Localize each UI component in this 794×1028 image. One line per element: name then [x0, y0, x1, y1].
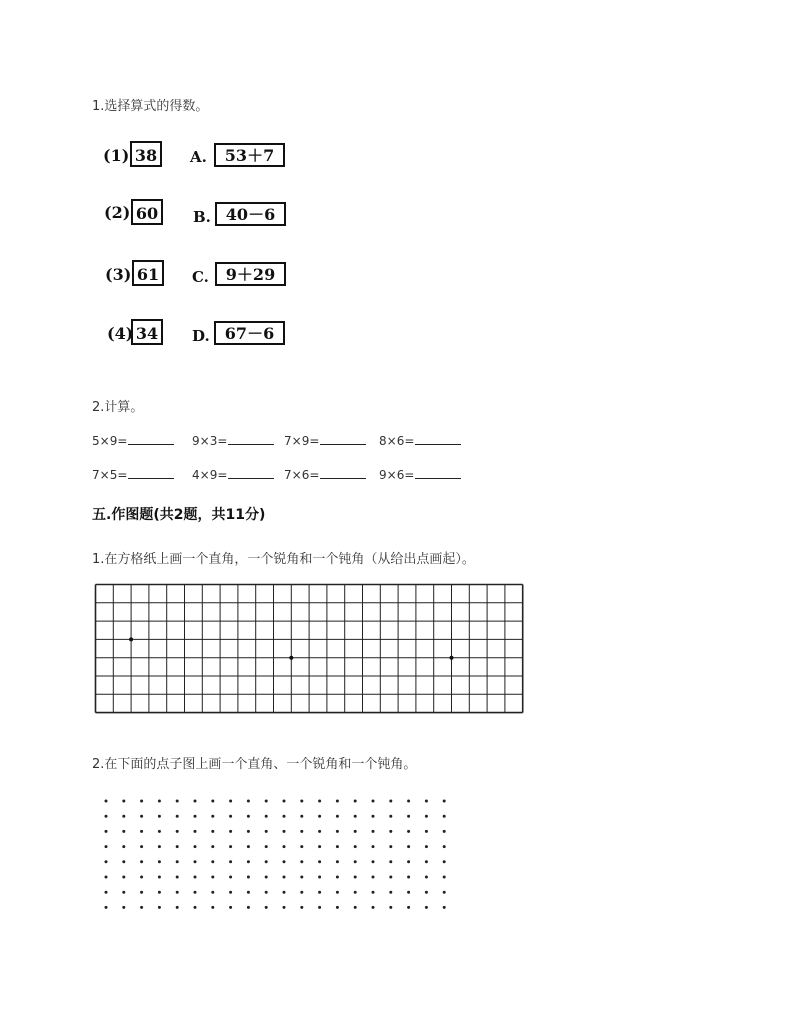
- dot: [300, 830, 303, 833]
- dot: [140, 800, 143, 803]
- option-letter: D.: [192, 327, 210, 345]
- dot: [105, 800, 108, 803]
- dot: [443, 860, 446, 863]
- dot: [211, 876, 214, 879]
- dot: [229, 830, 232, 833]
- dot: [443, 876, 446, 879]
- dot: [300, 891, 303, 894]
- dot: [229, 860, 232, 863]
- dot: [300, 860, 303, 863]
- dot: [407, 860, 410, 863]
- dot: [389, 860, 392, 863]
- calc-item: [192, 432, 274, 448]
- calc-item: [192, 466, 274, 482]
- dot: [318, 876, 321, 879]
- calc-item: [92, 432, 174, 448]
- option-letter: A.: [190, 148, 207, 166]
- dot: [211, 891, 214, 894]
- dot: [247, 800, 250, 803]
- dot: [176, 815, 179, 818]
- dot: [354, 876, 357, 879]
- dot: [389, 891, 392, 894]
- dot: [176, 906, 179, 909]
- dot: [443, 800, 446, 803]
- dot: [372, 891, 375, 894]
- dot: [318, 906, 321, 909]
- q1-title: 1.选择算式的得数。: [92, 99, 209, 114]
- dot: [194, 830, 197, 833]
- dot: [354, 845, 357, 848]
- dot: [300, 845, 303, 848]
- dot: [158, 891, 161, 894]
- dot: [265, 830, 268, 833]
- dot: [300, 815, 303, 818]
- dot: [372, 845, 375, 848]
- dot: [354, 906, 357, 909]
- dot: [105, 845, 108, 848]
- expression-box: 67－6: [214, 321, 285, 345]
- calc-expr: 7×5=: [92, 468, 128, 482]
- dot: [194, 906, 197, 909]
- dot: [265, 891, 268, 894]
- start-point: [129, 637, 133, 641]
- dot: [354, 815, 357, 818]
- dot: [354, 891, 357, 894]
- calc-expr: 8×6=: [379, 434, 415, 448]
- answer-box: 38: [130, 141, 162, 167]
- dot: [389, 845, 392, 848]
- dot: [425, 800, 428, 803]
- dot: [229, 891, 232, 894]
- calc-expr: 5×9=: [92, 434, 128, 448]
- dot: [158, 815, 161, 818]
- dot: [265, 845, 268, 848]
- dot: [211, 860, 214, 863]
- dot: [176, 876, 179, 879]
- dot: [247, 891, 250, 894]
- start-point: [450, 656, 454, 660]
- dot: [140, 876, 143, 879]
- dot: [443, 815, 446, 818]
- dot: [158, 800, 161, 803]
- calc-expr: 9×3=: [192, 434, 228, 448]
- dot: [336, 891, 339, 894]
- dot: [283, 906, 286, 909]
- dot: [176, 860, 179, 863]
- expression-box: 9＋29: [215, 262, 286, 286]
- calc-item: [379, 432, 461, 448]
- dot: [336, 906, 339, 909]
- dot: [105, 906, 108, 909]
- dot: [176, 800, 179, 803]
- dot: [336, 845, 339, 848]
- answer-blank[interactable]: [128, 466, 174, 479]
- dot: [443, 891, 446, 894]
- dot: [318, 830, 321, 833]
- answer-box: 34: [131, 319, 163, 345]
- section-heading: 五.作图题(共2题，共11分): [92, 507, 266, 523]
- dot: [105, 876, 108, 879]
- dot: [140, 860, 143, 863]
- dot: [318, 815, 321, 818]
- dot: [211, 845, 214, 848]
- dot: [300, 800, 303, 803]
- dot: [122, 815, 125, 818]
- dot: [336, 830, 339, 833]
- dot: [425, 891, 428, 894]
- dot: [176, 830, 179, 833]
- dot: [336, 815, 339, 818]
- dot: [105, 860, 108, 863]
- calc-expr: 4×9=: [192, 468, 228, 482]
- answer-blank[interactable]: [228, 432, 274, 445]
- dot: [176, 845, 179, 848]
- dot: [283, 830, 286, 833]
- dot: [140, 830, 143, 833]
- dot: [265, 800, 268, 803]
- dot: [247, 906, 250, 909]
- option-letter: C.: [192, 268, 209, 286]
- dot: [140, 815, 143, 818]
- dot: [194, 891, 197, 894]
- dot: [247, 815, 250, 818]
- dot: [122, 876, 125, 879]
- dot: [229, 815, 232, 818]
- dot: [407, 906, 410, 909]
- calc-item: [284, 432, 366, 448]
- dot: [389, 800, 392, 803]
- dot: [407, 891, 410, 894]
- dot: [354, 860, 357, 863]
- dot-grid[interactable]: [100, 795, 466, 915]
- option-letter: B.: [193, 208, 211, 226]
- dot: [425, 830, 428, 833]
- dot: [372, 876, 375, 879]
- dot: [283, 815, 286, 818]
- dot: [158, 860, 161, 863]
- dot: [372, 815, 375, 818]
- dot: [122, 891, 125, 894]
- dot: [407, 845, 410, 848]
- dot: [372, 800, 375, 803]
- dot: [247, 876, 250, 879]
- dot: [389, 906, 392, 909]
- dot: [283, 876, 286, 879]
- dot: [425, 876, 428, 879]
- start-point: [289, 656, 293, 660]
- dot: [211, 906, 214, 909]
- dot: [354, 830, 357, 833]
- dot: [176, 891, 179, 894]
- dot: [247, 860, 250, 863]
- drawing-q2-title: 2.在下面的点子图上画一个直角、一个锐角和一个钝角。: [92, 757, 417, 772]
- dot: [425, 815, 428, 818]
- dot: [407, 800, 410, 803]
- answer-blank[interactable]: [320, 432, 366, 445]
- dot: [283, 891, 286, 894]
- dot: [265, 876, 268, 879]
- dot: [283, 860, 286, 863]
- dot: [265, 906, 268, 909]
- dot: [194, 845, 197, 848]
- dot: [229, 845, 232, 848]
- calc-item: [379, 466, 461, 482]
- dot: [336, 800, 339, 803]
- calc-item: [284, 466, 366, 482]
- dot: [265, 815, 268, 818]
- dot: [318, 800, 321, 803]
- dot: [372, 860, 375, 863]
- dot: [140, 891, 143, 894]
- answer-blank[interactable]: [415, 466, 461, 479]
- dot: [158, 906, 161, 909]
- dot: [194, 815, 197, 818]
- expression-box: 53＋7: [214, 143, 285, 167]
- dot: [283, 800, 286, 803]
- dot: [122, 845, 125, 848]
- dot: [158, 845, 161, 848]
- dot: [443, 845, 446, 848]
- dot: [425, 906, 428, 909]
- calc-item: [92, 466, 174, 482]
- dot: [443, 906, 446, 909]
- expression-box: 40－6: [215, 202, 286, 226]
- calc-expr: 7×6=: [284, 468, 320, 482]
- dot: [194, 876, 197, 879]
- dot: [407, 876, 410, 879]
- dot: [425, 845, 428, 848]
- dot: [140, 906, 143, 909]
- dot: [158, 876, 161, 879]
- dot: [122, 860, 125, 863]
- dot: [300, 906, 303, 909]
- dot: [140, 845, 143, 848]
- dot: [247, 830, 250, 833]
- calc-expr: 7×9=: [284, 434, 320, 448]
- answer-blank[interactable]: [415, 432, 461, 445]
- dot: [122, 906, 125, 909]
- dot: [283, 845, 286, 848]
- dot: [122, 830, 125, 833]
- dot: [211, 830, 214, 833]
- dot: [158, 830, 161, 833]
- dot: [425, 860, 428, 863]
- answer-blank[interactable]: [128, 432, 174, 445]
- dot: [247, 845, 250, 848]
- dot: [443, 830, 446, 833]
- answer-blank[interactable]: [320, 466, 366, 479]
- dot: [354, 800, 357, 803]
- dot: [194, 800, 197, 803]
- answer-box: 60: [131, 199, 163, 225]
- dot: [318, 845, 321, 848]
- dot: [372, 830, 375, 833]
- dot: [265, 860, 268, 863]
- dot: [318, 891, 321, 894]
- dot: [389, 830, 392, 833]
- match-number: (3): [105, 265, 132, 284]
- dot: [336, 860, 339, 863]
- dot: [122, 800, 125, 803]
- grid-paper[interactable]: [94, 583, 530, 717]
- dot: [105, 815, 108, 818]
- dot: [389, 815, 392, 818]
- dot: [229, 800, 232, 803]
- drawing-q1-title: 1.在方格纸上画一个直角，一个锐角和一个钝角（从给出点画起）。: [92, 552, 475, 567]
- dot: [318, 860, 321, 863]
- match-number: (1): [103, 146, 130, 165]
- dot: [389, 876, 392, 879]
- dot: [407, 830, 410, 833]
- dot: [105, 891, 108, 894]
- dot: [105, 830, 108, 833]
- dot: [211, 815, 214, 818]
- answer-blank[interactable]: [228, 466, 274, 479]
- match-number: (2): [104, 203, 131, 222]
- calc-expr: 9×6=: [379, 468, 415, 482]
- dot: [407, 815, 410, 818]
- dot: [211, 800, 214, 803]
- dot: [194, 860, 197, 863]
- q2-title: 2.计算。: [92, 400, 144, 415]
- dot: [229, 876, 232, 879]
- dot: [300, 876, 303, 879]
- dot: [229, 906, 232, 909]
- answer-box: 61: [132, 260, 164, 286]
- dot: [372, 906, 375, 909]
- dot: [336, 876, 339, 879]
- match-number: (4): [107, 324, 134, 343]
